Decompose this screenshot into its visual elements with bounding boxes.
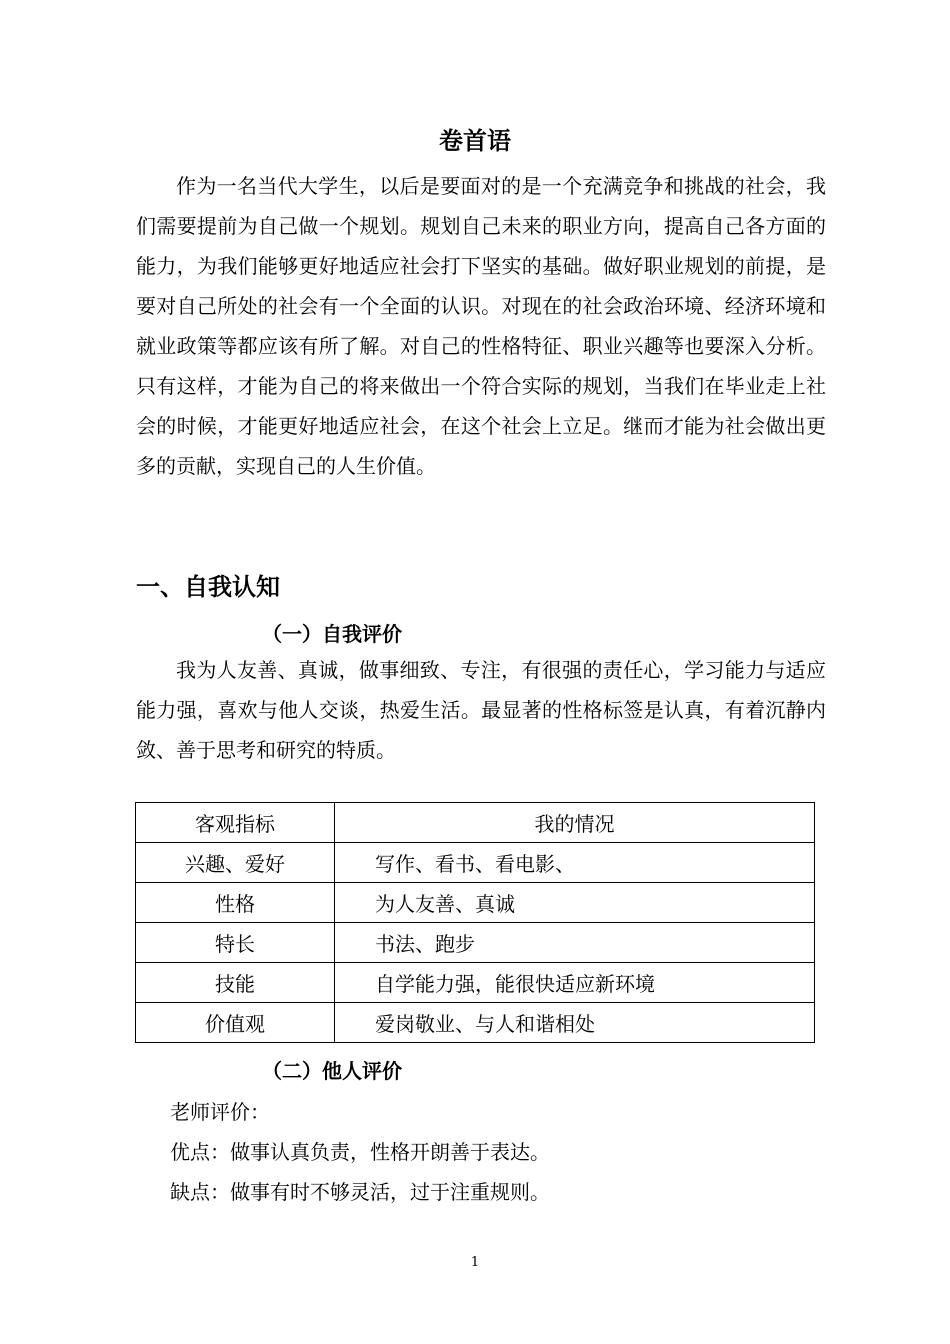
table-cell-situation: 书法、跑步	[335, 923, 815, 963]
table-header-cell: 客观指标	[136, 803, 335, 843]
table-row	[136, 883, 815, 923]
intro-paragraph: 作为一名当代大学生，以后是要面对的是一个充满竞争和挑战的社会，我们需要提前为自己做一个规划。规划自己未来的职业方向，提高自己各方面的能力，为我们能够更好地适应社会打下坚实的基础。做好职业规划的前提，是要对自己所处的社会有一个全面的认识。对现在的社会政治环境、经济环境和就业政策等都应该有所了解。对自己的性格特征、职业兴趣等也要深入分析。只有这样，才能为自己的将来做出一个符合实际的规划，当我们在毕业走上社会的时候，才能更好地适应社会，在这个社会上立足。继而才能为社会做出更多的贡献，实现自己的人生价值。	[136, 174, 826, 478]
table-cell-situation: 爱岗敬业、与人和谐相处	[335, 1003, 815, 1043]
table-cell-indicator: 性格	[136, 883, 335, 923]
subsection-heading-self-evaluation: （一）自我评价	[262, 622, 402, 646]
table-header-row	[136, 803, 815, 843]
table-row	[136, 923, 815, 963]
section-heading-self-cognition: 一、自我认知	[136, 573, 280, 601]
table-cell-situation: 自学能力强，能很快适应新环境	[335, 963, 815, 1003]
self-evaluation-paragraph: 我为人友善、真诚，做事细致、专注，有很强的责任心，学习能力与适应能力强，喜欢与他人交谈，热爱生活。最显著的性格标签是认真，有着沉静内敛、善于思考和研究的特质。	[136, 658, 826, 762]
table-row	[136, 843, 815, 883]
subsection-heading-others-evaluation: （二）他人评价	[262, 1059, 402, 1083]
table-cell-indicator: 价值观	[136, 1003, 335, 1043]
strengths-line: 优点：做事认真负责，性格开朗善于表达。	[170, 1140, 550, 1164]
table-cell-situation: 写作、看书、看电影、	[335, 843, 815, 883]
table-row	[136, 963, 815, 1003]
table-header-cell: 我的情况	[335, 803, 815, 843]
table-cell-indicator: 技能	[136, 963, 335, 1003]
document-title: 卷首语	[439, 127, 511, 155]
table-cell-situation: 为人友善、真诚	[335, 883, 815, 923]
table-row	[136, 1003, 815, 1043]
table-cell-indicator: 特长	[136, 923, 335, 963]
weaknesses-line: 缺点：做事有时不够灵活，过于注重规则。	[170, 1180, 550, 1204]
table-cell-indicator: 兴趣、爱好	[136, 843, 335, 883]
evaluation-table	[135, 802, 815, 1043]
teacher-evaluation-label: 老师评价：	[170, 1100, 270, 1124]
page-number: 1	[470, 1255, 480, 1270]
